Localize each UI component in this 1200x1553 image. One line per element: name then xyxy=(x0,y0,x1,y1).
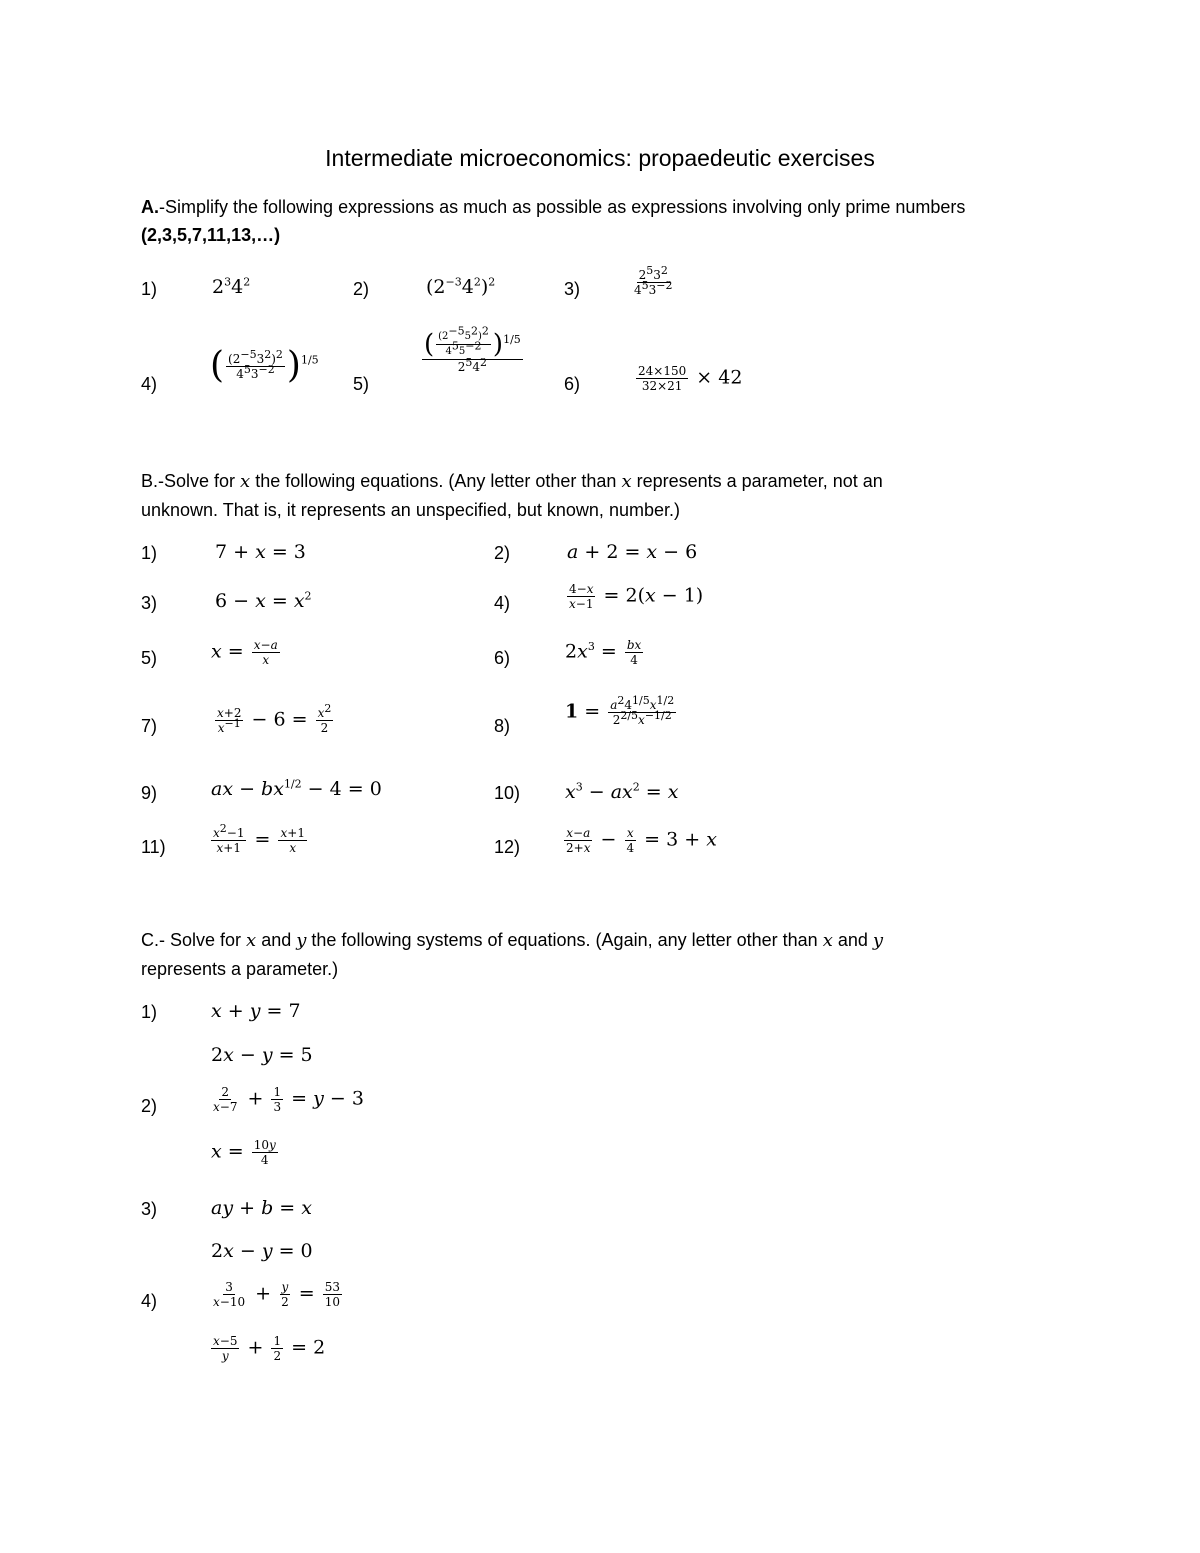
a-expr-3: $\frac{2^53^2}{4^53^{-2}}$ xyxy=(634,264,673,297)
section-b-text-4: unknown. That is, it represents an unspecified, but known, number.) xyxy=(141,500,680,520)
section-c-text-3: represents a parameter.) xyxy=(141,959,339,979)
page-title: Intermediate microeconomics: propaedeutic exercises xyxy=(325,145,875,171)
b-eq-10: $x^3 - ax^2 = x$ xyxy=(565,780,679,803)
a-expr-4: ( $\frac{(2^{-5}3^2)^2}{4^53^{-2}}$ )$^{1/5}$ xyxy=(210,345,319,386)
section-c-and-2: and xyxy=(832,930,873,950)
b-label-9: 9) xyxy=(141,783,158,803)
b-eq-9: ax − $bx^{1/2} - 4 = 0$ xyxy=(211,777,382,800)
b-label-7: 7) xyxy=(141,716,158,736)
a-expr-5: ( $\frac{(2^{-5}5^2)^2}{4^55^{-2}}$ )$^{1/5}$ $2^54^2$ xyxy=(424,324,521,374)
c-label-4: 4) xyxy=(141,1291,158,1311)
b-label-4: 4) xyxy=(494,593,511,613)
b-eq-8: 1 = $\frac{a^24^{1/5}x^{1/2}}{2^{2/5}x^{-1/2}}$ xyxy=(565,694,675,727)
section-c-heading: C. xyxy=(141,930,159,950)
section-b-text-1: -Solve for xyxy=(158,471,241,491)
c-eq-4b: $\frac{x-5}{y}$ + $\frac{1}{2}$ = 2 xyxy=(213,1334,326,1363)
section-b-var-2: x xyxy=(621,471,632,492)
section-a-text: -Simplify the following expressions as much as possible as expressions involving only prime numbers xyxy=(159,197,966,217)
b-label-8: 8) xyxy=(494,716,511,736)
b-label-3: 3) xyxy=(141,593,158,613)
b-label-5: 5) xyxy=(141,648,158,668)
b-label-12: 12) xyxy=(494,837,521,857)
b-label-11: 11) xyxy=(141,837,166,857)
section-c-var-x: x xyxy=(246,930,257,951)
c-eq-2b: x = $\frac{10y}{4}$ xyxy=(211,1138,276,1167)
a-label-6: 6) xyxy=(564,374,581,394)
c-label-3: 3) xyxy=(141,1199,158,1219)
b-eq-5: x = $\frac{x-a}{x}$ xyxy=(211,638,278,667)
section-c-instructions xyxy=(141,926,1061,983)
a-label-5: 5) xyxy=(353,374,370,394)
b-eq-4: $\frac{4-x}{x-1}$ = 2(x − 1) xyxy=(569,582,704,611)
b-eq-2: a + 2 = x − 6 xyxy=(567,541,698,563)
b-label-6: 6) xyxy=(494,648,511,668)
b-label-1: 1) xyxy=(141,543,158,563)
b-label-10: 10) xyxy=(494,783,521,803)
a-label-2: 2) xyxy=(353,279,370,299)
section-a-heading: A. xyxy=(141,197,159,217)
c-eq-1b: 2x − y = 5 xyxy=(211,1044,313,1066)
b-eq-1: 7 + x = 3 xyxy=(215,541,306,563)
c-eq-3b: 2x − y = 0 xyxy=(211,1240,313,1262)
section-b-text-3: represents a parameter, not an xyxy=(631,471,883,491)
section-b-var: x xyxy=(240,471,251,492)
section-c-var-y: y xyxy=(296,930,307,951)
a-expr-2: $(2^{-3}4^2)^2$ xyxy=(426,275,496,298)
section-c-and: and xyxy=(256,930,297,950)
c-eq-1a: x + y = 7 xyxy=(211,1000,301,1022)
a-expr-1: $2^34^2$ xyxy=(212,275,251,298)
a-label-4: 4) xyxy=(141,374,158,394)
b-eq-6: $2x^3$ = $\frac{bx}{4}$ xyxy=(565,638,642,667)
section-c-text-1: - Solve for xyxy=(159,930,247,950)
b-eq-3: $6 - x = x^2$ xyxy=(215,589,312,612)
section-c-text-2: the following systems of equations. (Again, any letter other than xyxy=(306,930,823,950)
section-b-heading: B. xyxy=(141,471,159,491)
a-label-1: 1) xyxy=(141,279,158,299)
b-label-2: 2) xyxy=(494,543,511,563)
c-eq-2a: $\frac{2}{x-7}$ + $\frac{1}{3}$ = y − 3 xyxy=(213,1085,364,1114)
c-label-2: 2) xyxy=(141,1096,158,1116)
section-a-instructions xyxy=(141,193,1061,249)
a-expr-6: $\frac{24\times 150}{32\times 21}$ × 42 xyxy=(638,364,743,393)
c-eq-3a: ay + b = x xyxy=(211,1197,312,1219)
section-c-var-x-2: x xyxy=(822,930,833,951)
section-c-var-y-2: y xyxy=(872,930,884,951)
section-b-instructions xyxy=(141,467,1061,524)
b-eq-7: $\frac{x+2}{x^{-1}}$ − 6 = $\frac{x^2}{2}$ xyxy=(217,702,332,735)
c-eq-4a: $\frac{3}{x-10}$ + $\frac{y}{2}$ = $\frac{53}{10}$ xyxy=(213,1280,341,1309)
c-label-1: 1) xyxy=(141,1002,158,1022)
section-b-text-2: the following equations. (Any letter other than xyxy=(250,471,622,491)
b-eq-12: $\frac{x-a}{2+x}$ − $\frac{x}{4}$ = 3 + x xyxy=(566,826,717,855)
a-label-3: 3) xyxy=(564,279,581,299)
b-eq-11: $\frac{x^2-1}{x+1}$ = $\frac{x+1}{x}$ xyxy=(213,822,305,855)
section-a-primes: (2,3,5,7,11,13,…) xyxy=(141,225,281,245)
